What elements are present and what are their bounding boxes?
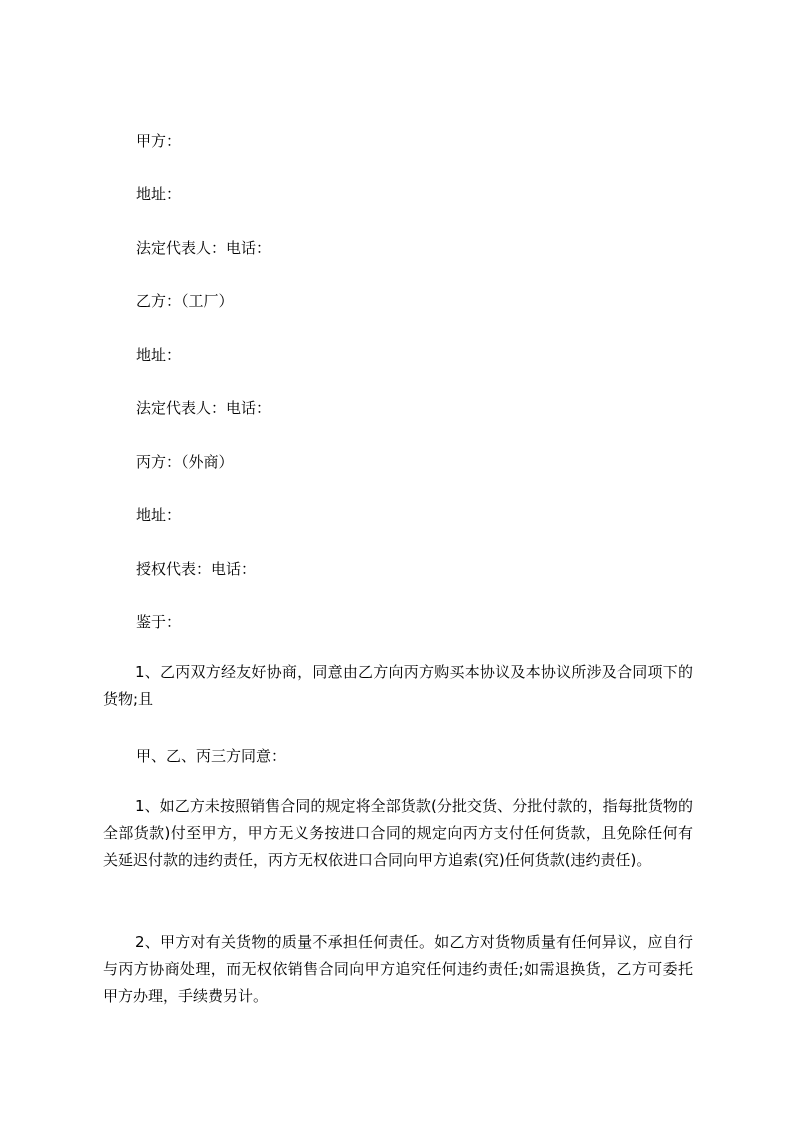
whereas-heading: 鉴于： <box>136 613 182 631</box>
party-c-representative-label: 授权代表：电话： <box>136 560 257 578</box>
agreement-heading: 甲、乙、丙三方同意： <box>136 747 287 765</box>
party-a-address-label: 地址： <box>136 185 182 203</box>
party-c-label: 丙方：（外商） <box>136 453 234 471</box>
party-a-label: 甲方： <box>136 132 182 150</box>
party-b-label: 乙方：（工厂） <box>136 292 234 310</box>
party-a-representative-label: 法定代表人：电话： <box>136 239 272 257</box>
party-b-address-label: 地址： <box>136 346 182 364</box>
clause-1: 1、如乙方未按照销售合同的规定将全部货款(分批交货、分批付款的，指每批货物的全部货款)付至甲方，甲方无义务按进口合同的规定向丙方支付任何货款，且免除任何有关延迟付款的违约责任，丙方无权依进口合同向甲方追索(究)任何货款(违约责任)。 <box>103 797 693 869</box>
party-b-representative-label: 法定代表人：电话： <box>136 399 272 417</box>
clause-2: 2、甲方对有关货物的质量不承担任何责任。如乙方对货物质量有任何异议，应自行与丙方协商处理，而无权依销售合同向甲方追究任何违约责任;如需退换货，乙方可委托甲方办理，手续费另计。 <box>103 933 693 1005</box>
party-c-address-label: 地址： <box>136 506 182 524</box>
recital-paragraph: 1、乙丙双方经友好协商，同意由乙方向丙方购买本协议及本协议所涉及合同项下的货物;且 <box>103 663 693 708</box>
